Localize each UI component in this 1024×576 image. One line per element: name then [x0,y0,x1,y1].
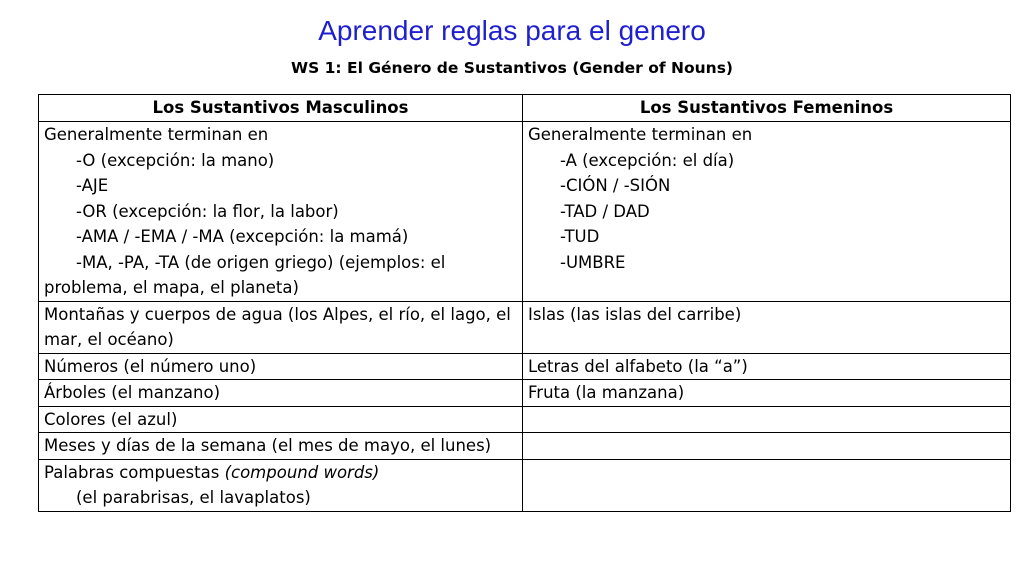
masculine-ending-item: -OR (excepción: la flor, la labor) [76,201,339,221]
compound-italic: (compound words) [224,462,380,482]
feminine-ending-item: -TUD [560,227,600,246]
page-title: Aprender reglas para el genero [318,15,706,46]
compound-examples: (el parabrisas, el lavaplatos) [76,488,311,507]
cell-text: Colores (el azul) [44,409,178,429]
cell-text: Islas (las islas del carribe) [528,304,742,324]
masculine-ending-item: -AMA / -EMA / -MA (excepción: la mamá) [76,227,409,246]
feminine-ending-item: -UMBRE [560,252,626,272]
cell-feminine-empty [523,459,1011,511]
worksheet-subtitle: WS 1: El Género de Sustantivos (Gender of Nouns) [290,59,734,77]
feminine-ending-item: -CIÓN / -SIÓN [560,176,671,195]
cell-feminine-empty [523,433,1011,460]
table-row-water [39,301,1011,353]
masculine-ending-continuation: problema, el mapa, el planeta) [44,278,299,297]
cell-masculine [39,301,523,353]
table-row-endings [39,122,1011,302]
cell-text: Fruta (la manzana) [528,383,685,402]
cell-masculine [39,433,523,460]
masculine-ending-item: -O (excepción: la mano) [76,150,275,170]
masculine-endings-intro: Generalmente terminan en [44,125,269,144]
masculine-ending-item: -AJE [76,176,109,195]
cell-masculine-endings [39,122,523,302]
feminine-ending-item: -TAD / DAD [560,201,650,221]
cell-masculine [39,353,523,380]
compound-prefix: Palabras compuestas [44,462,225,482]
feminine-endings-intro: Generalmente terminan en [528,125,753,144]
cell-feminine-empty [523,406,1011,433]
cell-feminine [523,353,1011,380]
cell-masculine-compound [39,459,523,511]
cell-text: Montañas y cuerpos de agua (los Alpes, el río, el lago, el mar, el océano) [44,304,511,349]
cell-text: Árboles (el manzano) [44,383,221,402]
cell-feminine [523,380,1011,407]
masculine-ending-item: -MA, -PA, -TA (de origen griego) (ejemplos: el [76,252,446,272]
table-row-compound [39,459,1011,511]
table-row-months [39,433,1011,460]
cell-feminine [523,301,1011,353]
compound-label [44,460,518,486]
feminine-ending-item: -A (excepción: el día) [560,150,735,170]
table-header-row [39,95,1011,122]
cell-feminine-endings [523,122,1011,302]
cell-masculine [39,406,523,433]
gender-rules-table [38,94,1011,512]
table-row-colors [39,406,1011,433]
table-row-trees [39,380,1011,407]
cell-masculine [39,380,523,407]
table-row-numbers [39,353,1011,380]
cell-text: Letras del alfabeto (la “a”) [528,356,748,376]
cell-text: Números (el número uno) [44,356,257,376]
header-masculine: Los Sustantivos Masculinos [39,95,523,122]
cell-text: Meses y días de la semana (el mes de mayo, el lunes) [44,436,492,455]
header-feminine: Los Sustantivos Femeninos [523,95,1011,122]
